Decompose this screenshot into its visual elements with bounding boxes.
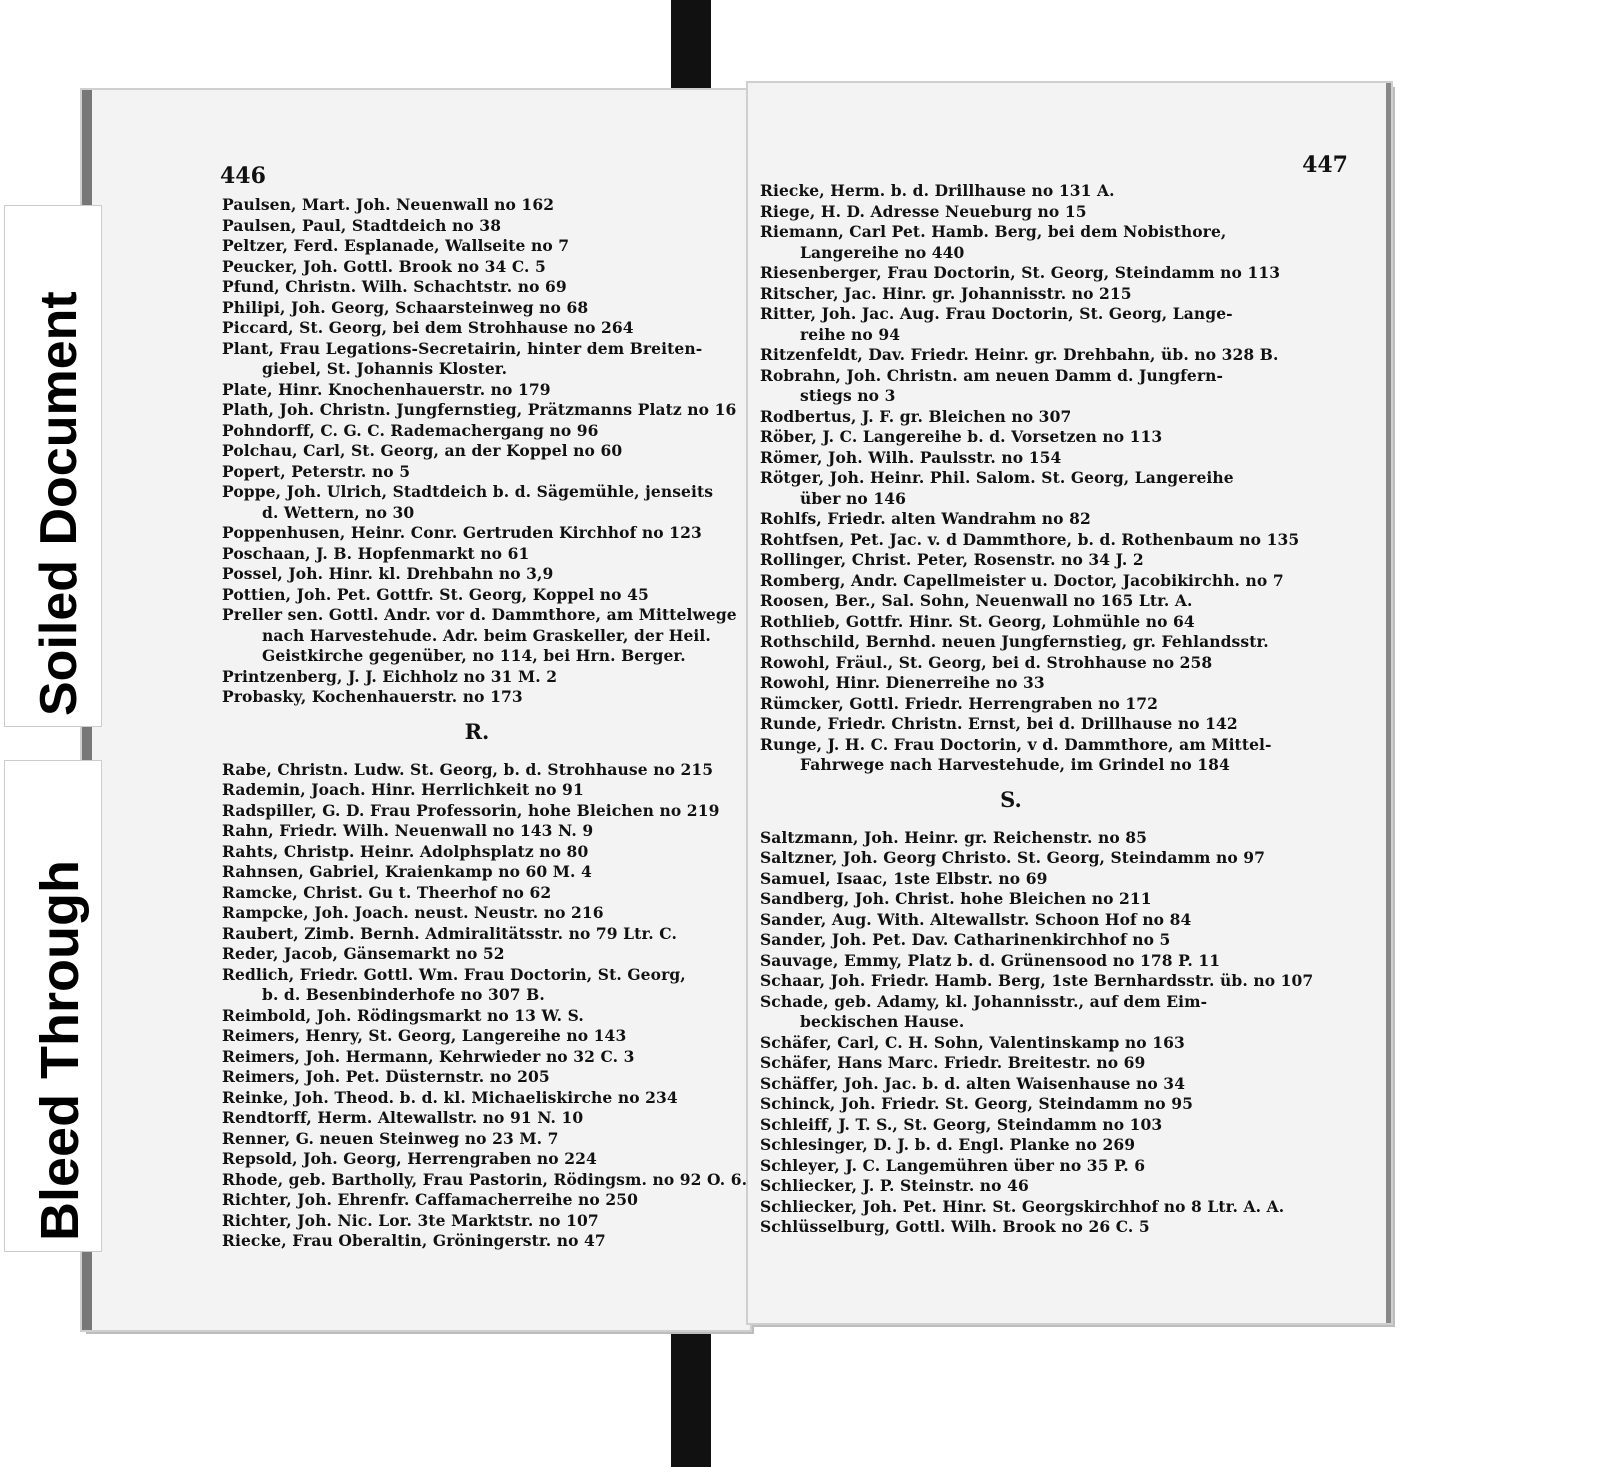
directory-entry [222,1190,732,1211]
directory-entry [760,304,1262,345]
entry-text: Riecke, Frau Oberaltin, Gröningerstr. no 47 [222,1231,606,1250]
directory-entry [760,1135,1262,1156]
entry-text: Philipi, Joh. Georg, Schaarsteinweg no 68 [222,297,589,317]
entry-text: Riege, H. D. Adresse Neueburg no 15 [760,201,1087,221]
entry-text: Rohlfs, Friedr. alten Wandrahm no 82 [760,509,1091,528]
entry-text: Schliecker, J. P. Steinstr. no 46 [760,1176,1029,1195]
entry-text: Rothschild, Bernhd. neuen Jungfernstieg, gr. Fehlandsstr. [760,632,1269,651]
directory-entry [222,1231,732,1252]
entry-text: Repsold, Joh. Georg, Herrengraben no 224 [222,1149,597,1168]
entry-text: Pfund, Christn. Wilh. Schachtstr. no 69 [222,277,567,296]
right-page [748,83,1391,1323]
directory-entry [760,910,1262,931]
directory-entry [760,366,1262,407]
entry-text: Rampcke, Joh. Joach. neust. Neustr. no 216 [222,903,604,922]
entry-continuation: stiegs no 3 [800,386,896,405]
entry-text: Possel, Joh. Hinr. kl. Drehbahn no 3,9 [222,564,554,583]
directory-entry [760,427,1262,448]
directory-entry [222,1006,732,1027]
entry-text: Peltzer, Ferd. Esplanade, Wallseite no 7 [222,236,570,255]
entry-text: Pottien, Joh. Pet. Gottfr. St. Georg, Koppel no 45 [222,584,649,604]
directory-entry [222,903,732,924]
entry-text: Plath, Joh. Christn. Jungfernstieg, Prätzmanns Platz no 16 [222,400,737,419]
directory-entry [760,407,1262,428]
entry-text: Ritscher, Jac. Hinr. gr. Johannisstr. no 215 [760,283,1132,303]
directory-entry [222,277,732,298]
directory-entry [760,951,1262,972]
directory-entry [222,421,732,442]
directory-entry [760,632,1269,653]
directory-entry [222,462,732,483]
entry-text: Ramcke, Christ. Gu t. Theerhof no 62 [222,882,552,902]
directory-entry [760,848,1266,869]
directory-entry [222,760,732,781]
entry-text: Robrahn, Joh. Christn. am neuen Damm d. Jungfern- [760,365,1224,385]
directory-entry [760,714,1262,735]
section-heading: S. [1000,786,1022,812]
directory-entry [760,1115,1262,1136]
directory-entry [760,222,1262,263]
entry-text: Piccard, St. Georg, bei dem Strohhause no 264 [222,318,634,337]
entry-text: Schleiff, J. T. S., St. Georg, Steindamm no 103 [760,1114,1163,1134]
entry-text: Schäffer, Joh. Jac. b. d. alten Waisenhause no 34 [760,1073,1186,1093]
entry-text: Popert, Peterstr. no 5 [222,461,411,481]
directory-entry [222,687,732,708]
bleed-through-stamp [4,760,102,1252]
entry-text: Raubert, Zimb. Bernh. Admiralitätsstr. no 79 Ltr. C. [222,923,677,943]
entry-continuation: b. d. Besenbinderhofe no 307 B. [262,985,545,1004]
entry-text: Rümcker, Gottl. Friedr. Herrengraben no 172 [760,693,1159,713]
entry-text: Radspiller, G. D. Frau Professorin, hohe Bleichen no 219 [222,800,720,820]
entry-text: Poppe, Joh. Ulrich, Stadtdeich b. d. Sägemühle, jenseits [222,482,714,501]
directory-entry [222,1211,732,1232]
entry-text: Riemann, Carl Pet. Hamb. Berg, bei dem Nobisthore, [760,222,1227,241]
entry-text: Redlich, Friedr. Gottl. Wm. Frau Doctorin, St. Georg, [222,964,686,984]
stamp-label: Soiled Document [30,291,88,716]
entry-text: Paulsen, Paul, Stadtdeich no 38 [222,215,502,235]
directory-entry [222,965,732,1006]
stamp-label: Bleed Through [30,860,90,1241]
directory-entry [222,1026,732,1047]
entry-continuation: Fahrwege nach Harvestehude, im Grindel no 184 [800,755,1230,774]
entry-text: Ritter, Joh. Jac. Aug. Frau Doctorin, St. Georg, Lange- [760,304,1233,323]
entry-text: Reimers, Henry, St. Georg, Langereihe no 143 [222,1026,627,1045]
entry-text: Rahnsen, Gabriel, Kraienkamp no 60 M. 4 [222,862,592,881]
entry-text: Rademin, Joach. Hinr. Herrlichkeit no 91 [222,780,584,799]
entry-text: Rollinger, Christ. Peter, Rosenstr. no 34 J. 2 [760,550,1144,569]
entry-text: Schade, geb. Adamy, kl. Johannisstr., auf dem Eim- [760,991,1208,1011]
directory-entry [760,971,1314,992]
entry-text: Rötger, Joh. Heinr. Phil. Salom. St. Georg, Langereihe [760,468,1234,487]
entry-continuation: reihe no 94 [800,324,901,344]
directory-entry [760,202,1262,223]
entry-text: Sauvage, Emmy, Platz b. d. Grünensood no 178 P. 11 [760,950,1221,970]
entry-text: Runge, J. H. C. Frau Doctorin, v d. Dammthore, am Mittel- [760,734,1272,754]
directory-entry [222,195,732,216]
entry-text: Saltzner, Joh. Georg Christo. St. Georg, Steindamm no 97 [760,848,1266,867]
directory-entry [222,842,732,863]
directory-entry [222,1088,732,1109]
directory-entry [760,889,1262,910]
entry-text: Poschaan, J. B. Hopfenmarkt no 61 [222,543,530,563]
entry-text: Rahn, Friedr. Wilh. Neuenwall no 143 N. 9 [222,821,594,840]
page-number: 447 [1302,152,1348,178]
directory-entry [760,468,1262,509]
entry-text: Plant, Frau Legations-Secretairin, hinter dem Breiten- [222,338,703,358]
directory-entry [222,944,732,965]
directory-entry [222,318,732,339]
entry-text: Polchau, Carl, St. Georg, an der Koppel no 60 [222,441,623,460]
directory-entry [760,263,1281,284]
directory-entry [760,1217,1262,1238]
directory-entry [222,801,732,822]
directory-entry [760,1074,1262,1095]
entry-text: Schinck, Joh. Friedr. St. Georg, Steindamm no 95 [760,1094,1193,1113]
entry-text: Romberg, Andr. Capellmeister u. Doctor, Jacobikirchh. no 7 [760,570,1284,590]
directory-entry [760,570,1284,592]
directory-entry [222,482,732,523]
section-heading: R. [464,718,490,744]
entry-text: Schaar, Joh. Friedr. Hamb. Berg, 1ste Bernhardsstr. üb. no 107 [760,971,1314,990]
directory-entry [760,1156,1262,1177]
directory-column [760,181,1314,1238]
directory-entry [760,653,1262,674]
entry-text: Samuel, Isaac, 1ste Elbstr. no 69 [760,868,1048,888]
directory-entry [760,509,1262,530]
entry-text: Poppenhusen, Heinr. Conr. Gertruden Kirchhof no 123 [222,523,702,542]
directory-entry [760,992,1262,1033]
entry-text: Riecke, Herm. b. d. Drillhause no 131 A. [760,181,1115,200]
entry-text: Peucker, Joh. Gottl. Brook no 34 C. 5 [222,256,546,276]
directory-entry [222,1169,748,1191]
directory-entry [760,1196,1285,1218]
entry-text: Rowohl, Fräul., St. Georg, bei d. Strohhause no 258 [760,652,1213,672]
entry-text: Riesenberger, Frau Doctorin, St. Georg, Steindamm no 113 [760,263,1281,282]
entry-text: Richter, Joh. Nic. Lor. 3te Marktstr. no 107 [222,1210,599,1230]
entry-text: Sander, Joh. Pet. Dav. Catharinenkirchhof no 5 [760,930,1171,949]
entry-continuation: d. Wettern, no 30 [262,502,415,522]
entry-text: Runde, Friedr. Christn. Ernst, bei d. Drillhause no 142 [760,714,1238,733]
entry-text: Saltzmann, Joh. Heinr. gr. Reichenstr. no 85 [760,827,1148,847]
directory-entry [760,448,1262,469]
directory-entry [760,694,1262,715]
entry-continuation: über no 146 [800,488,906,508]
directory-entry [760,930,1262,951]
directory-entry [760,181,1262,202]
entry-text: Plate, Hinr. Knochenhauerstr. no 179 [222,379,551,399]
entry-text: Rothlieb, Gottfr. Hinr. St. Georg, Lohmühle no 64 [760,611,1195,631]
page-number: 446 [220,163,266,189]
directory-entry [222,216,732,237]
entry-text: Reimers, Joh. Pet. Düsternstr. no 205 [222,1067,550,1086]
entry-text: Rowohl, Hinr. Dienerreihe no 33 [760,673,1045,692]
directory-entry [760,1094,1262,1115]
directory-entry [222,862,732,883]
entry-text: Preller sen. Gottl. Andr. vor d. Dammthore, am Mittelwege [222,605,737,624]
entry-text: Roosen, Ber., Sal. Sohn, Neuenwall no 165 Ltr. A. [760,591,1193,610]
directory-entry [222,585,732,606]
directory-entry [222,544,732,565]
directory-entry [760,284,1262,305]
directory-entry [222,924,732,945]
directory-entry [222,441,732,462]
directory-entry [760,550,1262,571]
entry-continuation: giebel, St. Johannis Kloster. [262,359,508,378]
directory-entry [222,298,732,319]
entry-text: Reimbold, Joh. Rödingsmarkt no 13 W. S. [222,1005,584,1025]
entry-text: Schlesinger, D. J. b. d. Engl. Planke no 269 [760,1135,1136,1154]
directory-entry [760,1053,1262,1074]
directory-entry [222,1129,732,1150]
entry-text: Röber, J. C. Langereihe b. d. Vorsetzen no 113 [760,427,1163,446]
soiled-document-stamp [4,205,102,727]
directory-entry [760,529,1300,551]
entry-continuation: beckischen Hause. [800,1012,965,1031]
directory-entry [222,883,732,904]
directory-entry [222,339,732,380]
directory-entry [222,380,732,401]
entry-text: Pohndorff, C. G. C. Rademachergang no 96 [222,420,599,440]
entry-text: Rabe, Christn. Ludw. St. Georg, b. d. Strohhause no 215 [222,759,714,779]
entry-text: Rhode, geb. Bartholly, Frau Pastorin, Rödingsm. no 92 O. 6. [222,1169,748,1189]
entry-text: Reinke, Joh. Theod. b. d. kl. Michaeliskirche no 234 [222,1087,678,1107]
directory-entry [222,523,732,544]
entry-text: Reimers, Joh. Hermann, Kehrwieder no 32 C. 3 [222,1046,635,1066]
entry-text: Schäfer, Hans Marc. Friedr. Breitestr. no 69 [760,1053,1146,1072]
entry-text: Rohtfsen, Pet. Jac. v. d Dammthore, b. d. Rothenbaum no 135 [760,529,1300,549]
entry-text: Schleyer, J. C. Langemühren über no 35 P. 6 [760,1155,1146,1175]
directory-entry [222,564,732,585]
left-page [82,90,750,1330]
directory-entry [222,821,732,842]
entry-text: Rodbertus, J. F. gr. Bleichen no 307 [760,406,1072,426]
directory-entry [222,257,732,278]
directory-entry [760,1033,1262,1054]
directory-entry [760,869,1262,890]
directory-entry [222,605,737,667]
entry-text: Römer, Joh. Wilh. Paulsstr. no 154 [760,447,1062,467]
directory-entry [222,1047,732,1068]
directory-entry [760,673,1262,694]
directory-entry [222,1108,732,1129]
entry-text: Schlüsselburg, Gottl. Wilh. Brook no 26 C. 5 [760,1217,1150,1236]
directory-entry [760,591,1262,612]
entry-text: Sander, Aug. With. Altewallstr. Schoon Hof no 84 [760,909,1192,929]
directory-entry [222,1067,732,1088]
entry-text: Renner, G. neuen Steinweg no 23 M. 7 [222,1128,559,1148]
entry-continuation: nach Harvestehude. Adr. beim Graskeller, der Heil. Geistkirche gegenüber, no 114, bei Hrn. Berger. [262,625,711,665]
directory-entry [760,1176,1262,1197]
directory-column [222,195,748,1252]
entry-text: Schäfer, Carl, C. H. Sohn, Valentinskamp no 163 [760,1032,1185,1052]
entry-text: Richter, Joh. Ehrenfr. Caffamacherreihe no 250 [222,1190,638,1209]
directory-entry [222,780,732,801]
entry-text: Printzenberg, J. J. Eichholz no 31 M. 2 [222,666,558,686]
directory-entry [222,667,732,688]
directory-entry [760,345,1279,366]
directory-entry [222,1149,732,1170]
entry-text: Sandberg, Joh. Christ. hohe Bleichen no 211 [760,889,1152,908]
entry-text: Schliecker, Joh. Pet. Hinr. St. Georgskirchhof no 8 Ltr. A. A. [760,1196,1285,1216]
entry-text: Probasky, Kochenhauerstr. no 173 [222,687,523,706]
entry-text: Rahts, Christp. Heinr. Adolphsplatz no 80 [222,841,589,861]
entry-text: Rendtorff, Herm. Altewallstr. no 91 N. 10 [222,1108,584,1127]
entry-text: Paulsen, Mart. Joh. Neuenwall no 162 [222,195,555,214]
directory-entry [222,400,737,421]
directory-entry [760,828,1262,849]
directory-entry [222,236,732,257]
entry-text: Reder, Jacob, Gänsemarkt no 52 [222,944,505,963]
directory-entry [760,734,1272,776]
directory-entry [760,612,1262,633]
entry-continuation: Langereihe no 440 [800,242,965,262]
entry-text: Ritzenfeldt, Dav. Friedr. Heinr. gr. Drehbahn, üb. no 328 B. [760,345,1279,364]
